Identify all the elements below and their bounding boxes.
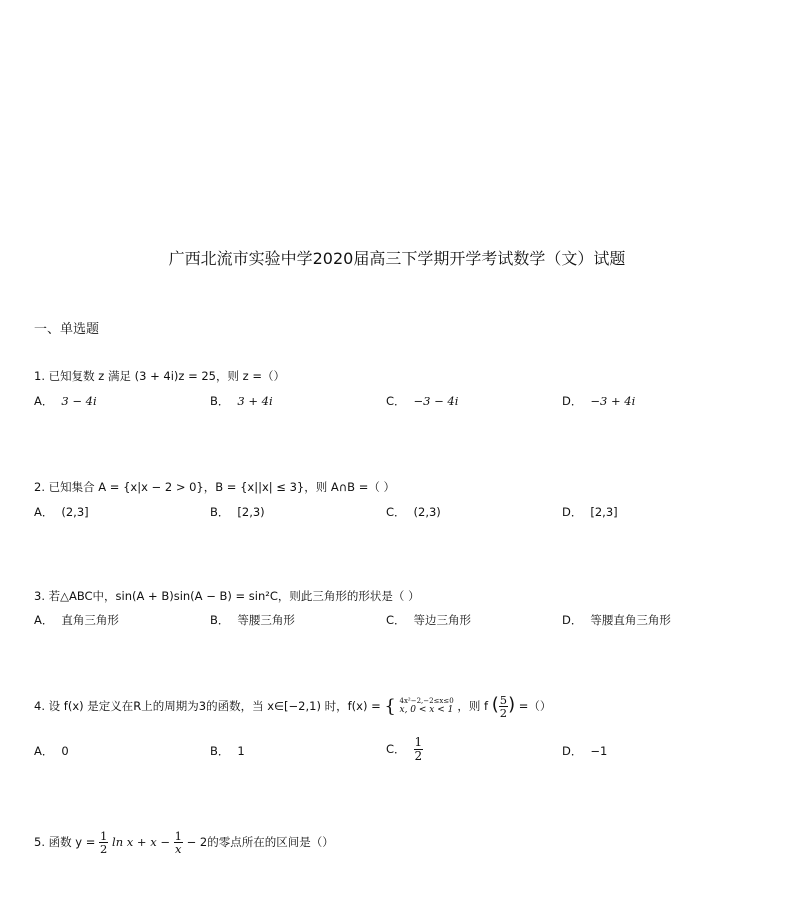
- fraction-numerator: 1: [414, 735, 423, 749]
- fraction-numerator: 1: [174, 829, 182, 843]
- option-label: C．: [386, 394, 406, 408]
- question-4-option-c[interactable]: [386, 736, 423, 762]
- option-fraction: [414, 736, 424, 762]
- question-1-stem: 1. 已知复数 z 满足 (3 + 4i)z = 25，则 z =（）: [34, 369, 285, 383]
- option-text: 3 + 4i: [237, 394, 273, 408]
- option-label: B．: [210, 744, 230, 758]
- option-label: A．: [34, 394, 54, 408]
- option-text: 等边三角形: [413, 613, 472, 627]
- option-text: (2,3): [413, 505, 441, 519]
- question-3-option-b[interactable]: [210, 612, 295, 628]
- option-text: (2,3]: [61, 505, 89, 519]
- option-text: −3 + 4i: [590, 394, 636, 408]
- option-label: D．: [562, 505, 583, 519]
- question-3-option-a[interactable]: [34, 612, 119, 628]
- option-text: 等腰三角形: [237, 613, 295, 627]
- option-text: [2,3]: [590, 505, 618, 519]
- stem-end: =（）: [518, 699, 552, 714]
- stem-prefix: 5. 函数 y =: [34, 835, 96, 850]
- fraction-one-over-x: [174, 830, 183, 855]
- option-label: A．: [34, 613, 54, 627]
- question-1-option-d[interactable]: [562, 393, 635, 409]
- question-4-option-a[interactable]: [34, 743, 69, 759]
- option-label: C．: [386, 505, 406, 519]
- fraction-denominator: 2: [100, 842, 108, 857]
- option-text: 直角三角形: [61, 613, 119, 627]
- question-5-stem: [34, 830, 334, 855]
- fraction: [499, 694, 508, 719]
- fraction-denominator: x: [175, 842, 182, 857]
- option-text: 0: [61, 744, 69, 758]
- question-4-option-d[interactable]: [562, 743, 607, 759]
- option-label: C．: [386, 741, 406, 756]
- option-text: −1: [590, 744, 608, 758]
- paren-close-icon: ): [508, 694, 516, 716]
- paren-open-icon: (: [491, 694, 499, 716]
- question-3-option-d[interactable]: [562, 612, 671, 628]
- option-label: A．: [34, 505, 54, 519]
- piecewise-cases: [400, 697, 454, 716]
- question-4-option-b[interactable]: [210, 743, 245, 759]
- question-2-stem: 2. 已知集合 A = {x|x − 2 > 0}，B = {x||x| ≤ 3}，则 A∩B =（ ）: [34, 480, 395, 494]
- stem-middle: ln x + x −: [112, 835, 170, 850]
- option-label: B．: [210, 613, 230, 627]
- stem-prefix: 4. 设 f(x) 是定义在R上的周期为3的函数，当 x∈[−2,1) 时，f(x) =: [34, 699, 381, 714]
- option-label: B．: [210, 505, 230, 519]
- question-1-option-c[interactable]: [386, 393, 458, 409]
- option-label: C．: [386, 613, 406, 627]
- option-label: D．: [562, 394, 583, 408]
- case-top: 4x²−2,−2≤x≤0: [399, 696, 454, 705]
- option-label: D．: [562, 613, 583, 627]
- question-2-option-a[interactable]: [34, 504, 89, 520]
- option-text: [2,3): [237, 505, 265, 519]
- case-bottom: x, 0 < x < 1: [399, 705, 454, 716]
- question-1-option-b[interactable]: [210, 393, 273, 409]
- page-title: 广西北流市实验中学2020届高三下学期开学考试数学（文）试题: [168, 249, 626, 268]
- question-3-option-c[interactable]: [386, 612, 471, 628]
- option-label: B．: [210, 394, 230, 408]
- fraction-one-half: [99, 830, 108, 855]
- question-1-option-a[interactable]: [34, 393, 97, 409]
- question-3-stem: 3. 若△ABC中，sin(A + B)sin(A − B) = sin²C，则此三角形的形状是（ ）: [34, 589, 420, 603]
- fraction-denominator: 2: [499, 706, 508, 721]
- option-label: A．: [34, 744, 54, 758]
- fraction-denominator: 2: [414, 748, 423, 763]
- question-2-option-b[interactable]: [210, 504, 265, 520]
- question-2-option-d[interactable]: [562, 504, 618, 520]
- option-label: D．: [562, 744, 583, 758]
- stem-suffix: ，则 f: [457, 699, 489, 714]
- option-text: −3 − 4i: [413, 394, 459, 408]
- option-text: 等腰直角三角形: [590, 613, 671, 627]
- option-text: 3 − 4i: [61, 394, 97, 408]
- option-text: 1: [237, 744, 245, 758]
- fraction-numerator: 1: [100, 829, 108, 843]
- question-4-stem: [34, 694, 551, 719]
- brace-icon: {: [384, 696, 396, 718]
- section-heading: 一、单选题: [34, 322, 100, 337]
- question-2-option-c[interactable]: [386, 504, 441, 520]
- fraction-numerator: 5: [499, 693, 508, 707]
- stem-end: − 2的零点所在的区间是（）: [186, 835, 334, 850]
